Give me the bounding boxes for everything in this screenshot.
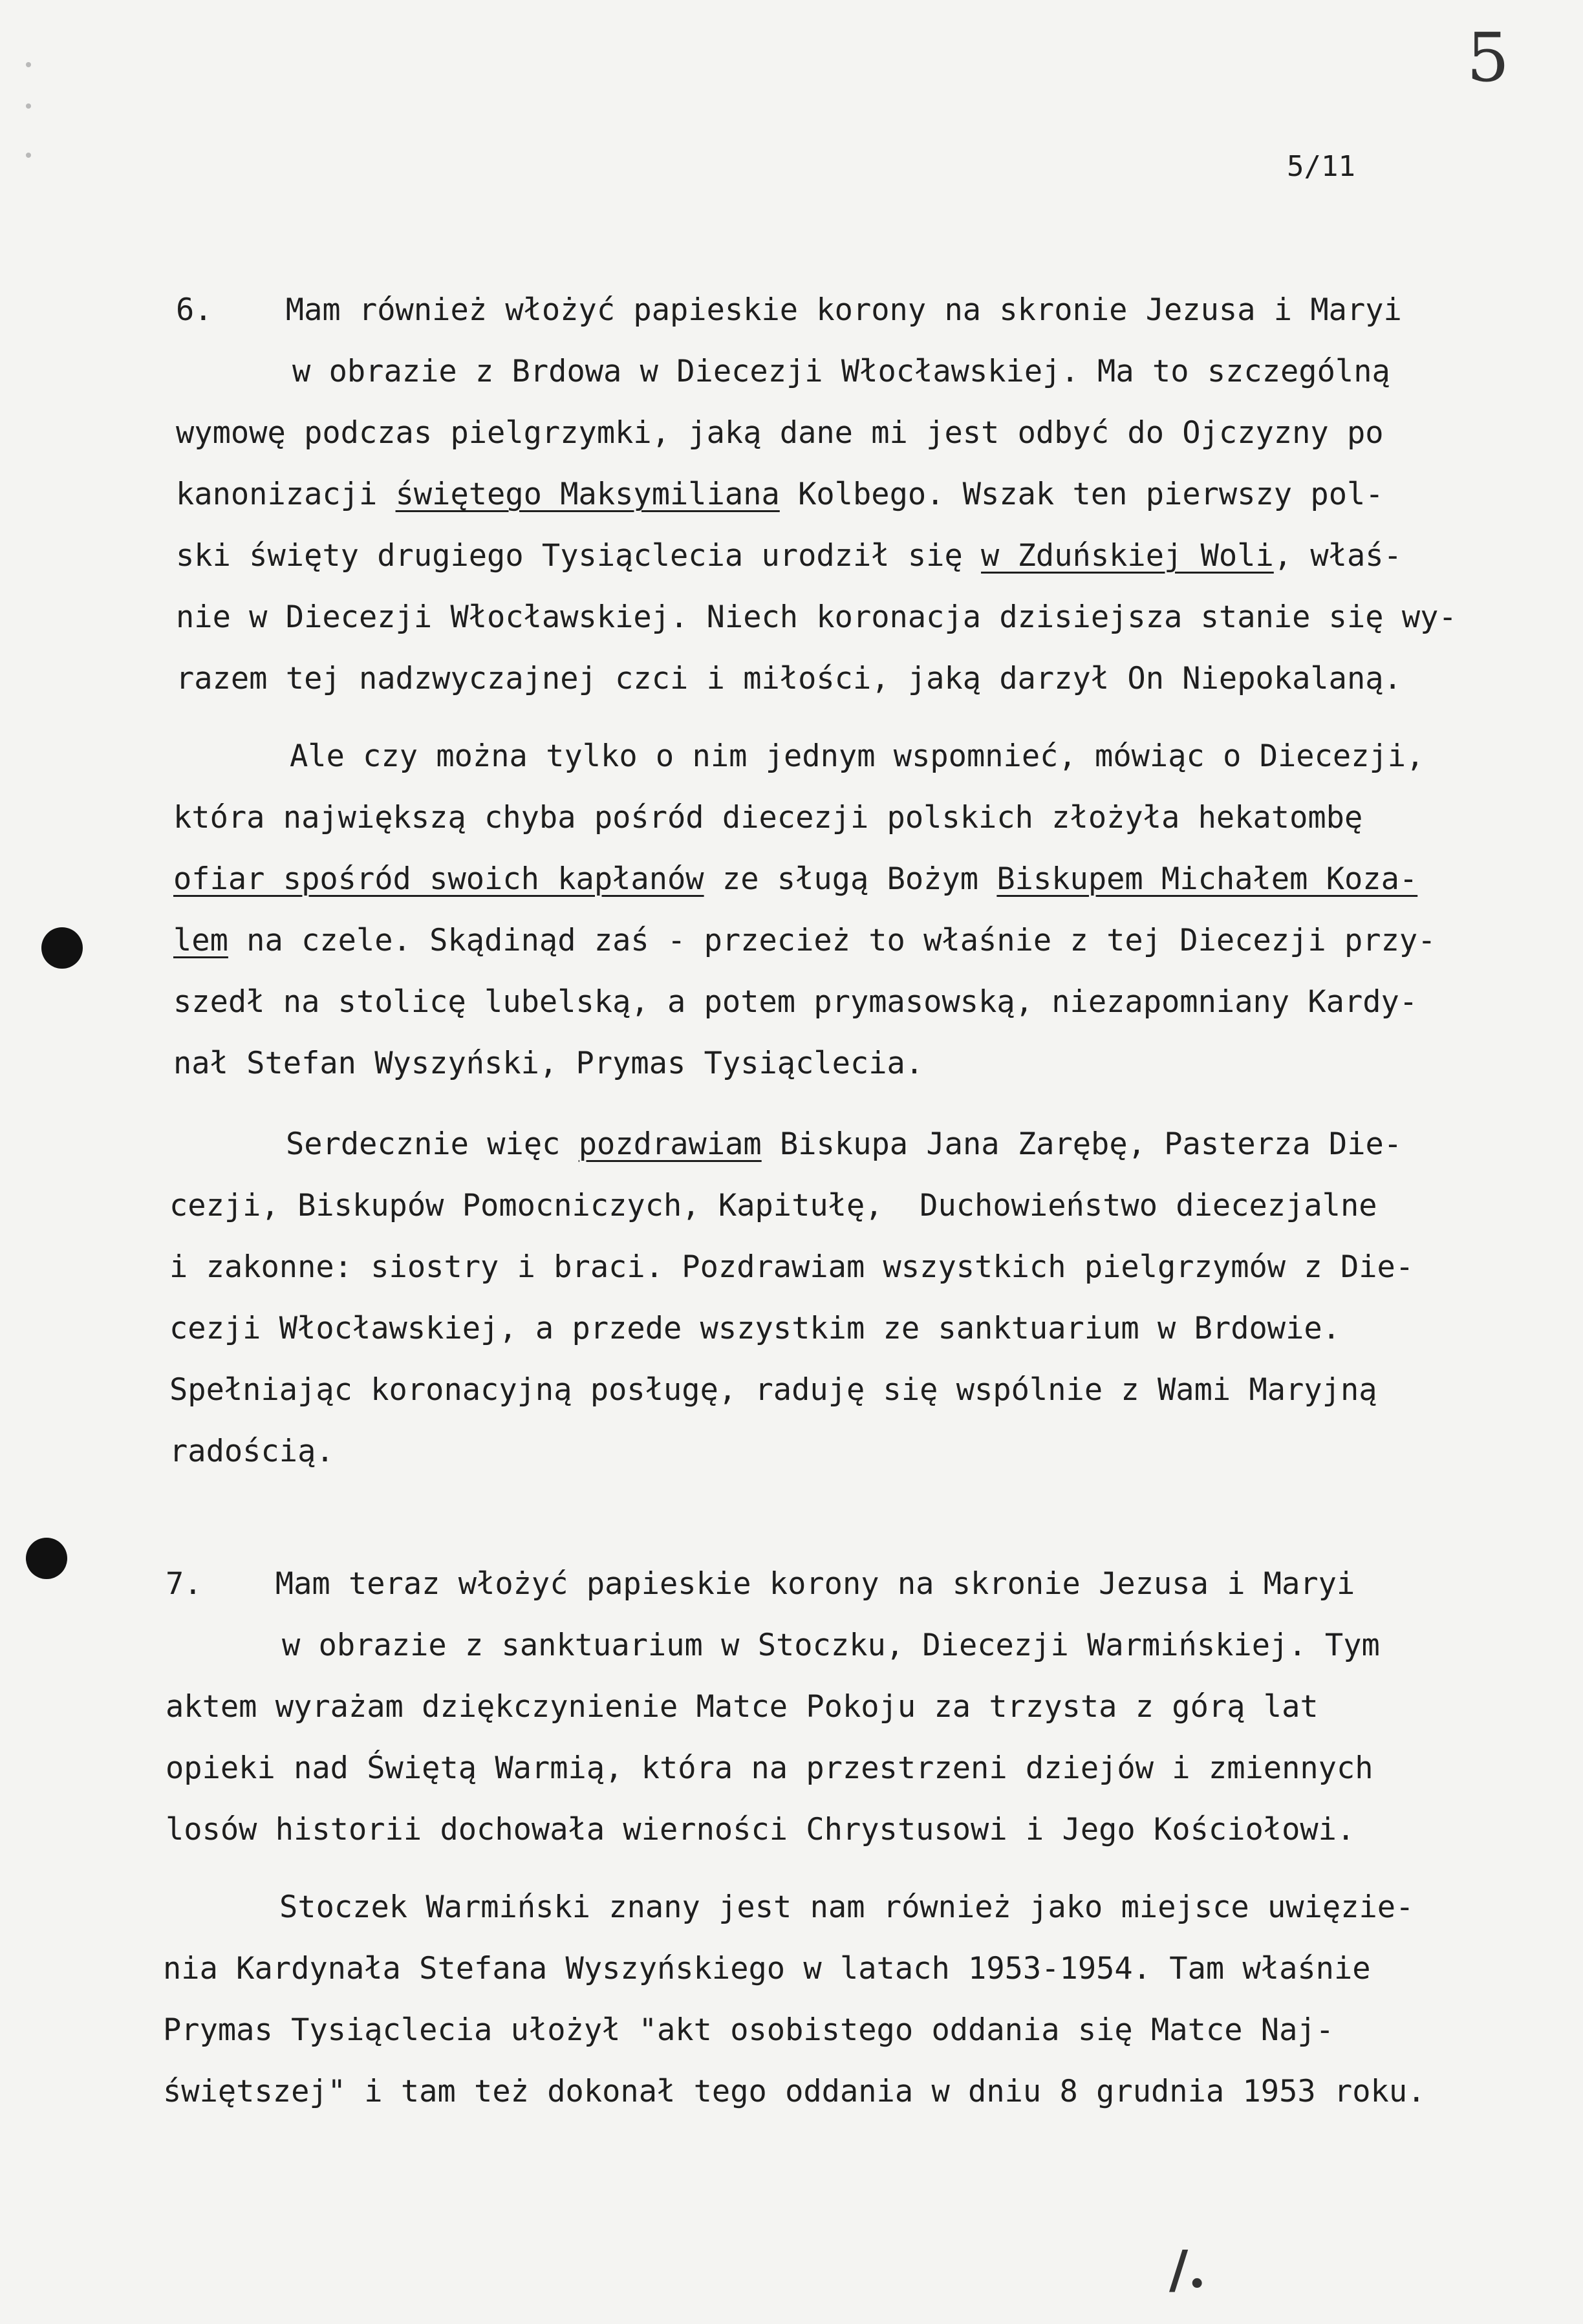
text-line <box>282 1626 1380 1665</box>
text-line <box>176 291 1402 330</box>
continuation-mark: /. <box>1169 2239 1207 2299</box>
text-segment: razem tej nadzwyczajnej czci i miłości, jaką darzył On Niepokalaną. <box>176 661 1402 696</box>
text-segment: cezji, Biskupów Pomocniczych, Kapitułę, Duchowieństwo diecezjalne <box>169 1188 1377 1223</box>
text-segment: na czele. Skądinąd zaś - przecież to właśnie z tej Diecezji przy- <box>228 923 1436 958</box>
underlined-text: świętego Maksymiliana <box>395 477 780 512</box>
text-segment: Biskupa Jana Zarębę, Pasterza Die- <box>761 1126 1403 1162</box>
underlined-text: pozdrawiam <box>578 1126 762 1162</box>
text-line <box>169 1309 1341 1348</box>
text-segment: Kolbego. Wszak ten pierwszy pol- <box>779 477 1384 512</box>
text-line <box>163 2072 1425 2111</box>
text-segment: Stoczek Warmiński znany jest nam również jako miejsce uwięzie- <box>279 1889 1414 1925</box>
text-line <box>292 352 1390 391</box>
text-line <box>173 983 1417 1022</box>
text-segment: nia Kardynała Stefana Wyszyńskiego w latach 1953-1954. Tam właśnie <box>163 1951 1371 1986</box>
text-segment: losów historii dochowała wierności Chrystusowi i Jego Kościołowi. <box>166 1812 1355 1847</box>
text-segment: radością. <box>169 1434 334 1469</box>
text-segment: , właś- <box>1273 538 1402 574</box>
text-line <box>169 1371 1377 1410</box>
text-line <box>286 1125 1402 1164</box>
text-line <box>166 1565 1355 1604</box>
text-line <box>169 1248 1414 1287</box>
handwritten-page-mark: 5 <box>1467 18 1510 97</box>
text-segment: nie w Diecezji Włocławskiej. Niech koronacja dzisiejsza stanie się wy- <box>176 599 1457 635</box>
text-segment: cezji Włocławskiej, a przede wszystkim ze sanktuarium w Brdowie. <box>169 1311 1341 1346</box>
text-segment: świętszej" i tam też dokonał tego oddania w dniu 8 grudnia 1953 roku. <box>163 2074 1426 2109</box>
text-segment: kanonizacji <box>176 477 396 512</box>
text-segment: w obrazie z sanktuarium w Stoczku, Diecezji Warmińskiej. Tym <box>282 1628 1380 1663</box>
punch-hole <box>26 1538 67 1579</box>
text-segment: która największą chyba pośród diecezji polskich złożyła hekatombę <box>173 800 1363 835</box>
underlined-text: lem <box>173 923 228 958</box>
staple-mark <box>26 153 31 158</box>
text-line <box>176 475 1384 514</box>
staple-mark <box>26 62 31 67</box>
text-segment: Serdecznie więc <box>286 1126 579 1162</box>
text-line <box>173 799 1362 837</box>
text-line <box>173 860 1417 899</box>
text-line <box>176 660 1402 698</box>
underlined-text: ofiar spośród swoich kapłanów <box>173 861 704 897</box>
text-line <box>166 1811 1355 1849</box>
page-number: 5/11 <box>1287 150 1355 183</box>
text-segment: i zakonne: siostry i braci. Pozdrawiam wszystkich pielgrzymów z Die- <box>169 1249 1414 1285</box>
text-line <box>166 1749 1373 1788</box>
text-segment: Spełniając koronacyjną posługę, raduję się wspólnie z Wami Maryjną <box>169 1372 1377 1408</box>
text-line <box>173 1044 923 1083</box>
punch-hole <box>41 927 83 969</box>
underlined-text: w Zduńskiej Woli <box>981 538 1274 574</box>
underlined-text: Biskupem Michałem Koza- <box>996 861 1418 897</box>
text-segment: 7. Mam teraz włożyć papieskie korony na skronie Jezusa i Maryi <box>166 1566 1355 1602</box>
text-line <box>176 414 1384 453</box>
text-segment: aktem wyrażam dziękczynienie Matce Pokoju za trzysta z górą lat <box>166 1689 1319 1725</box>
text-line <box>163 1950 1371 1988</box>
staple-mark <box>26 103 31 109</box>
text-line <box>176 598 1457 637</box>
text-line <box>166 1688 1319 1727</box>
text-line <box>169 1432 334 1471</box>
text-segment: wymowę podczas pielgrzymki, jaką dane mi jest odbyć do Ojczyzny po <box>176 415 1384 451</box>
text-line <box>163 2011 1334 2050</box>
text-line <box>290 737 1424 776</box>
text-segment: nał Stefan Wyszyński, Prymas Tysiąclecia. <box>173 1046 924 1081</box>
text-segment: 6. Mam również włożyć papieskie korony na skronie Jezusa i Maryi <box>176 292 1402 328</box>
text-segment: szedł na stolicę lubelską, a potem prymasowską, niezapomniany Kardy- <box>173 984 1418 1020</box>
text-segment: Ale czy można tylko o nim jednym wspomnieć, mówiąc o Diecezji, <box>290 738 1425 774</box>
text-segment: Prymas Tysiąclecia ułożył "akt osobistego oddania się Matce Naj- <box>163 2012 1334 2048</box>
text-segment: ze sługą Bożym <box>704 861 997 897</box>
text-line <box>176 537 1402 576</box>
text-line <box>173 921 1436 960</box>
text-line <box>279 1888 1414 1927</box>
text-segment: ski święty drugiego Tysiąclecia urodził się <box>176 538 982 574</box>
text-segment: opieki nad Świętą Warmią, która na przestrzeni dziejów i zmiennych <box>166 1750 1373 1786</box>
text-line <box>169 1187 1377 1225</box>
text-segment: w obrazie z Brdowa w Diecezji Włocławskiej. Ma to szczególną <box>292 354 1390 389</box>
